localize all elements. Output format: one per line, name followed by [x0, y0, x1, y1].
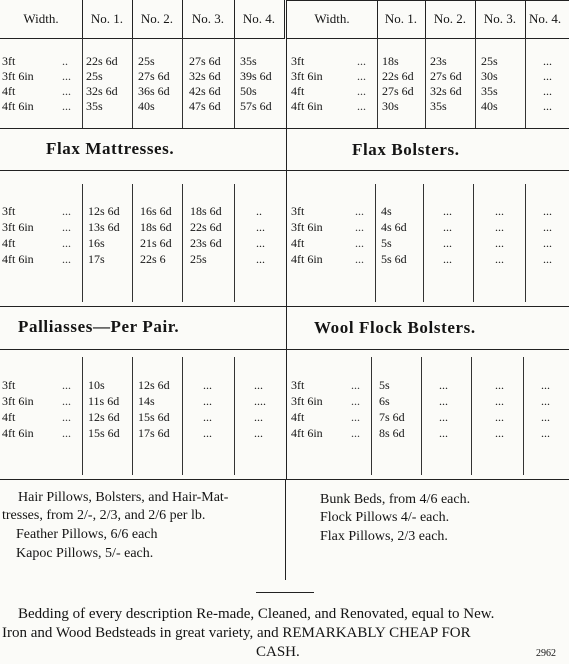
note-left-line-1: Hair Pillows, Bolsters, and Hair-Mat- — [18, 490, 229, 505]
price-cell: 25s — [86, 69, 103, 83]
price-cell: ... — [543, 220, 552, 234]
note-right-line-2: Flock Pillows 4/- each. — [320, 510, 450, 525]
width-cell: 3ft — [2, 54, 16, 68]
wool-flock-bolsters-table — [287, 349, 569, 479]
leader-dots: ... — [351, 410, 360, 424]
table-row — [287, 426, 569, 441]
width-cell: 4ft — [2, 236, 16, 250]
right-col2-header — [425, 0, 476, 39]
table-row — [0, 54, 286, 69]
price-cell: 10s — [88, 378, 105, 392]
ad-number: 2962 — [536, 648, 556, 659]
leader-dots: ... — [351, 426, 360, 440]
price-cell: 22s 6d — [382, 69, 414, 83]
flax-mattresses-table — [0, 170, 286, 306]
palliasses-title: Palliasses—Per Pair. — [18, 317, 180, 336]
col4-label: No. 4. — [242, 11, 276, 26]
right-col1-header — [377, 0, 426, 39]
price-cell: 50s — [240, 84, 257, 98]
price-cell: ... — [543, 84, 552, 98]
price-cell: ... — [495, 426, 504, 440]
table-row — [0, 69, 286, 84]
hair-bolsters-table — [287, 38, 569, 130]
left-width-header — [0, 0, 83, 39]
price-cell: ... — [495, 236, 504, 250]
left-col2-header — [132, 0, 183, 39]
footer-line-1: Bedding of every description Re-made, Cleaned, and Renovated, equal to New. — [18, 606, 495, 622]
leader-dots: ... — [355, 220, 364, 234]
col3-label: No. 3. — [483, 11, 517, 26]
price-cell: ... — [439, 426, 448, 440]
price-cell: 39s 6d — [240, 69, 272, 83]
hair-mattresses-table — [0, 38, 286, 130]
price-cell: ... — [443, 220, 452, 234]
price-cell: 25s — [138, 54, 155, 68]
table-row — [0, 410, 286, 425]
price-cell: ... — [203, 410, 212, 424]
width-cell: 3ft 6in — [291, 69, 323, 83]
leader-dots: ... — [62, 394, 71, 408]
width-cell: 3ft — [2, 204, 16, 218]
price-cell: 22s 6 — [140, 252, 166, 266]
width-cell: 3ft — [291, 54, 305, 68]
price-cell: 17s 6d — [138, 426, 170, 440]
table-row — [0, 426, 286, 441]
leader-dots: ... — [62, 426, 71, 440]
price-cell: ... — [543, 54, 552, 68]
price-cell: 35s — [481, 84, 498, 98]
leader-dots: ... — [62, 220, 71, 234]
width-cell: 4ft 6in — [2, 252, 34, 266]
width-cell: 4ft — [291, 84, 305, 98]
width-cell: 3ft — [291, 378, 305, 392]
price-cell: 32s 6d — [189, 69, 221, 83]
price-cell: 8s 6d — [379, 426, 405, 440]
price-cell: 22s 6d — [86, 54, 118, 68]
table-row — [287, 220, 569, 235]
flax-bolsters-title: Flax Bolsters. — [352, 140, 460, 159]
leader-dots: ... — [62, 236, 71, 250]
price-cell: ... — [443, 204, 452, 218]
leader-dots: ... — [62, 84, 71, 98]
note-left-line-2: tresses, from 2/-, 2/3, and 2/6 per lb. — [2, 508, 206, 523]
price-cell: 25s — [190, 252, 207, 266]
price-cell: 12s 6d — [138, 378, 170, 392]
width-header-label: Width. — [23, 11, 59, 26]
price-cell: ... — [203, 378, 212, 392]
price-cell: 57s 6d — [240, 99, 272, 113]
price-cell: 5s — [379, 378, 390, 392]
width-cell: 3ft 6in — [2, 394, 34, 408]
price-cell: .. — [256, 204, 262, 218]
price-cell: 21s 6d — [140, 236, 172, 250]
price-cell: ... — [254, 426, 263, 440]
price-cell: 6s — [379, 394, 390, 408]
price-cell: 35s — [86, 99, 103, 113]
price-cell: ... — [541, 426, 550, 440]
width-cell: 3ft 6in — [291, 220, 323, 234]
wool-flock-bolsters-title: Wool Flock Bolsters. — [314, 318, 476, 337]
note-right-line-3: Flax Pillows, 2/3 each. — [320, 529, 448, 544]
width-cell: 3ft 6in — [291, 394, 323, 408]
col2-label: No. 2. — [433, 11, 467, 26]
price-cell: 35s — [430, 99, 447, 113]
table-row — [287, 204, 569, 219]
price-cell: ... — [495, 378, 504, 392]
price-cell: 16s — [88, 236, 105, 250]
left-col4-header — [234, 0, 285, 39]
width-cell: 3ft — [291, 204, 305, 218]
price-cell: ... — [203, 426, 212, 440]
price-cell: ... — [543, 69, 552, 83]
flax-mattresses-title: Flax Mattresses. — [46, 139, 175, 158]
right-col4-header — [525, 0, 569, 39]
price-cell: ... — [495, 252, 504, 266]
right-col3-header — [475, 0, 526, 39]
footer-rule — [256, 592, 314, 593]
price-cell: 32s 6d — [86, 84, 118, 98]
col1-label: No. 1. — [384, 11, 418, 26]
price-cell: 36s 6d — [138, 84, 170, 98]
width-cell: 4ft — [2, 84, 16, 98]
price-cell: ... — [254, 410, 263, 424]
leader-dots: ... — [62, 410, 71, 424]
price-cell: ... — [439, 410, 448, 424]
table-row — [0, 394, 286, 409]
price-cell: 12s 6d — [88, 204, 120, 218]
price-cell: 15s 6d — [88, 426, 120, 440]
col1-label: No. 1. — [90, 11, 124, 26]
price-cell: 27s 6d — [430, 69, 462, 83]
price-cell: ... — [541, 410, 550, 424]
price-cell: 12s 6d — [88, 410, 120, 424]
col4-label: No. 4. — [529, 11, 562, 26]
footer-line-2: Iron and Wood Bedsteads in great variety, and REMARKABLY CHEAP FOR — [2, 625, 471, 641]
price-cell: 4s — [381, 204, 392, 218]
price-cell: 7s 6d — [379, 410, 405, 424]
leader-dots: ... — [62, 204, 71, 218]
price-cell: ... — [543, 252, 552, 266]
price-cell: 16s 6d — [140, 204, 172, 218]
top-rule — [287, 0, 569, 1]
price-cell: .... — [254, 394, 266, 408]
leader-dots: ... — [62, 252, 71, 266]
table-row — [0, 378, 286, 393]
note-left-line-3: Feather Pillows, 6/6 each — [16, 527, 158, 542]
leader-dots: ... — [357, 69, 366, 83]
leader-dots: ... — [62, 378, 71, 392]
price-cell: ... — [443, 252, 452, 266]
price-cell: 47s 6d — [189, 99, 221, 113]
price-cell: 27s 6d — [138, 69, 170, 83]
width-cell: 4ft 6in — [2, 99, 34, 113]
price-cell: ... — [495, 394, 504, 408]
price-cell: 15s 6d — [138, 410, 170, 424]
price-cell: 35s — [240, 54, 257, 68]
width-cell: 4ft 6in — [291, 426, 323, 440]
right-width-header — [287, 0, 378, 39]
width-cell: 4ft — [2, 410, 16, 424]
col2-label: No. 2. — [140, 11, 174, 26]
price-cell: ... — [439, 394, 448, 408]
table-row — [287, 236, 569, 251]
price-cell: ... — [543, 204, 552, 218]
price-cell: 25s — [481, 54, 498, 68]
price-cell: ... — [543, 99, 552, 113]
section-rule — [0, 306, 569, 307]
price-cell: 5s 6d — [381, 252, 407, 266]
price-cell: ... — [256, 220, 265, 234]
price-cell: 42s 6d — [189, 84, 221, 98]
price-cell: ... — [203, 394, 212, 408]
price-cell: ... — [254, 378, 263, 392]
table-row — [287, 394, 569, 409]
table-row — [287, 378, 569, 393]
leader-dots: .. — [62, 54, 68, 68]
left-col3-header — [182, 0, 235, 39]
width-cell: 4ft — [291, 410, 305, 424]
col3-label: No. 3. — [191, 11, 225, 26]
leader-dots: ... — [355, 252, 364, 266]
note-right-line-1: Bunk Beds, from 4/6 each. — [320, 492, 471, 507]
price-cell: 18s 6d — [190, 204, 222, 218]
price-cell: 30s — [382, 99, 399, 113]
leader-dots: ... — [62, 69, 71, 83]
footer-line-3: CASH. — [256, 644, 300, 660]
price-cell: 11s 6d — [88, 394, 120, 408]
price-cell: 18s — [382, 54, 399, 68]
width-cell: 4ft 6in — [291, 252, 323, 266]
price-cell: ... — [495, 410, 504, 424]
price-cell: ... — [439, 378, 448, 392]
price-cell: ... — [256, 236, 265, 250]
width-header-label: Width. — [314, 11, 350, 26]
notes-divider — [285, 480, 286, 580]
price-cell: 27s 6d — [189, 54, 221, 68]
table-row — [287, 69, 569, 84]
width-cell: 3ft 6in — [2, 69, 34, 83]
price-cell: ... — [443, 236, 452, 250]
table-row — [287, 410, 569, 425]
table-row — [287, 99, 569, 114]
price-cell: ... — [256, 252, 265, 266]
table-row — [0, 84, 286, 99]
leader-dots: ... — [357, 54, 366, 68]
left-col1-header — [82, 0, 133, 39]
leader-dots: ... — [355, 236, 364, 250]
price-cell: 27s 6d — [382, 84, 414, 98]
width-cell: 3ft — [2, 378, 16, 392]
price-cell: 30s — [481, 69, 498, 83]
leader-dots: ... — [62, 99, 71, 113]
leader-dots: ... — [357, 99, 366, 113]
table-row — [287, 54, 569, 69]
price-cell: 14s — [138, 394, 155, 408]
width-cell: 4ft 6in — [2, 426, 34, 440]
width-cell: 4ft 6in — [291, 99, 323, 113]
price-cell: ... — [541, 394, 550, 408]
price-cell: 13s 6d — [88, 220, 120, 234]
leader-dots: ... — [357, 84, 366, 98]
price-cell: 22s 6d — [190, 220, 222, 234]
price-cell: ... — [495, 220, 504, 234]
table-row — [0, 252, 286, 267]
price-cell: ... — [541, 378, 550, 392]
leader-dots: ... — [355, 204, 364, 218]
table-row — [287, 84, 569, 99]
price-cell: 23s 6d — [190, 236, 222, 250]
section-rule — [0, 128, 569, 129]
palliasses-table — [0, 349, 286, 479]
table-row — [0, 236, 286, 251]
price-cell: 32s 6d — [430, 84, 462, 98]
width-cell: 4ft — [291, 236, 305, 250]
price-cell: 23s — [430, 54, 447, 68]
table-row — [0, 99, 286, 114]
width-cell: 3ft 6in — [2, 220, 34, 234]
price-cell: 40s — [481, 99, 498, 113]
leader-dots: ... — [351, 378, 360, 392]
price-cell: 17s — [88, 252, 105, 266]
price-cell: 40s — [138, 99, 155, 113]
table-row — [287, 252, 569, 267]
flax-bolsters-table — [287, 170, 569, 306]
price-cell: ... — [495, 204, 504, 218]
price-cell: ... — [543, 236, 552, 250]
table-row — [0, 204, 286, 219]
price-cell: 4s 6d — [381, 220, 407, 234]
table-row — [0, 220, 286, 235]
note-left-line-4: Kapoc Pillows, 5/- each. — [16, 546, 154, 561]
price-cell: 5s — [381, 236, 392, 250]
price-cell: 18s 6d — [140, 220, 172, 234]
leader-dots: ... — [351, 394, 360, 408]
